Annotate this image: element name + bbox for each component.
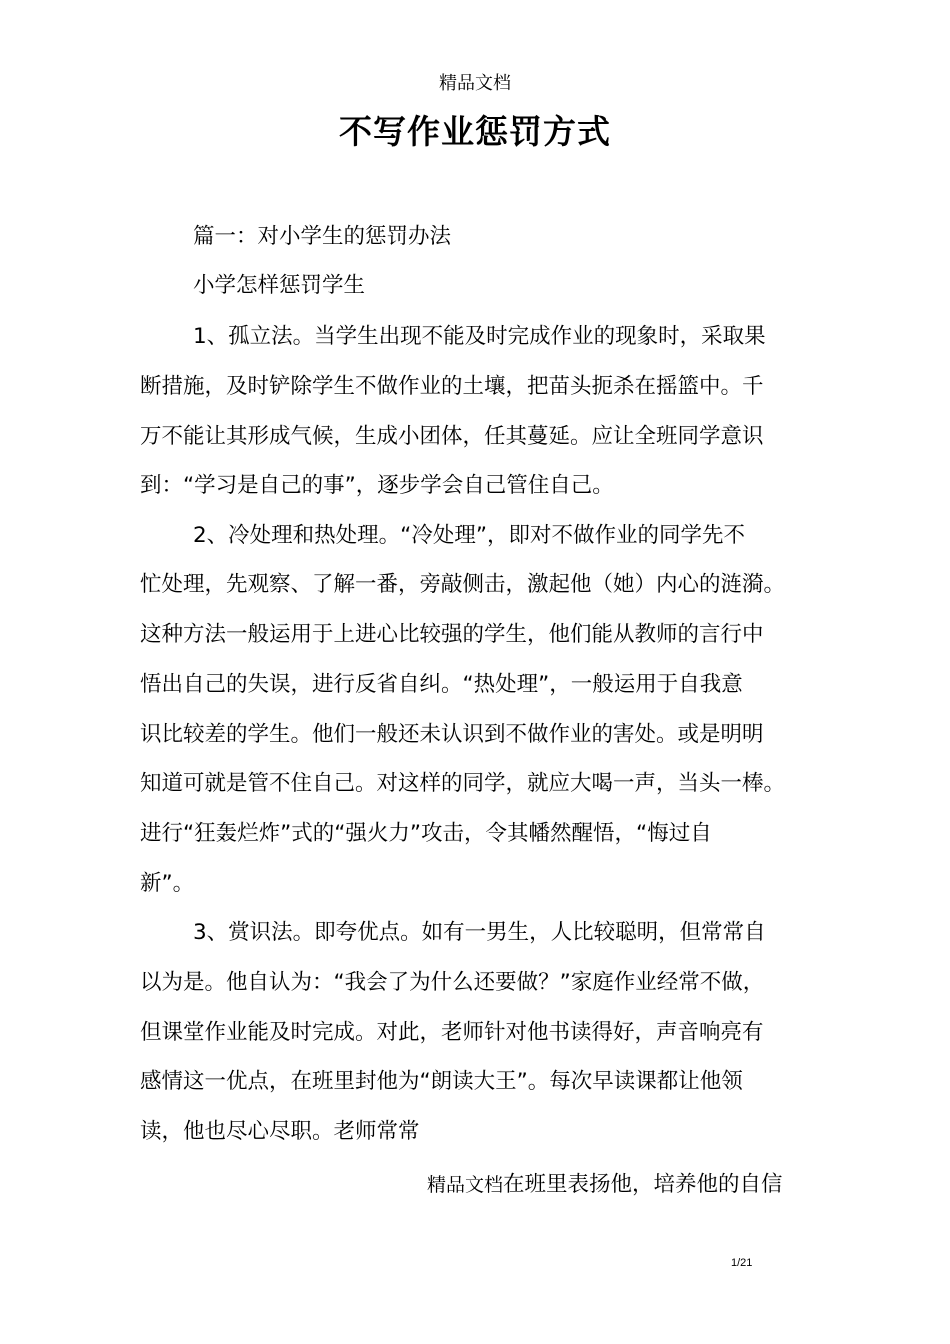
paragraph-line: 忙处理，先观察、了解一番，旁敲侧击，激起他（她）内心的涟漪。 — [140, 572, 786, 597]
section-heading: 篇一：对小学生的惩罚办法 — [193, 224, 452, 249]
paragraph-line: 知道可就是管不住自己。对这样的同学，就应大喝一声，当头一棒。 — [140, 771, 786, 796]
page-header: 精品文档 — [439, 73, 511, 94]
footer-continuation: 在班里表扬他，培养他的自信 — [503, 1172, 783, 1197]
paragraph-line: 进行“狂轰烂炸”式的“强火力”攻击，令其幡然醒悟，“悔过自 — [140, 821, 712, 846]
paragraph-line: 到：“学习是自己的事”，逐步学会自己管住自己。 — [140, 473, 614, 498]
paragraph-line: 读，他也尽心尽职。老师常常 — [140, 1119, 420, 1144]
paragraph-line: 识比较差的学生。他们一般还未认识到不做作业的害处。或是明明 — [140, 722, 764, 747]
paragraph-line: 2、冷处理和热处理。“冷处理”，即对不做作业的同学先不 — [193, 523, 745, 548]
paragraph-line: 万不能让其形成气候，生成小团体，任其蔓延。应让全班同学意识 — [140, 424, 764, 449]
footer-watermark: 精品文档 — [427, 1174, 504, 1196]
paragraph-line: 这种方法一般运用于上进心比较强的学生，他们能从教师的言行中 — [140, 622, 764, 647]
footer-line — [427, 1170, 783, 1200]
paragraph-line: 以为是。他自认为：“我会了为什么还要做？”家庭作业经常不做， — [140, 970, 765, 995]
paragraph-line: 但课堂作业能及时完成。对此，老师针对他书读得好，声音响亮有 — [140, 1020, 764, 1045]
page-number: 1/21 — [731, 1257, 753, 1269]
paragraph-line: 3、赏识法。即夸优点。如有一男生，人比较聪明，但常常自 — [193, 920, 766, 945]
paragraph-line: 新”。 — [140, 871, 195, 896]
subheading: 小学怎样惩罚学生 — [193, 273, 366, 298]
document-title: 不写作业惩罚方式 — [339, 112, 611, 151]
paragraph-line: 感情这一优点，在班里封他为“朗读大王”。每次早读课都让他领 — [140, 1069, 743, 1094]
paragraph-line: 悟出自己的失误，进行反省自纠。“热处理”，一般运用于自我意 — [140, 672, 743, 697]
paragraph-line: 1、孤立法。当学生出现不能及时完成作业的现象时，采取果 — [193, 324, 766, 349]
paragraph-line: 断措施，及时铲除学生不做作业的土壤，把苗头扼杀在摇篮中。千 — [140, 374, 764, 399]
